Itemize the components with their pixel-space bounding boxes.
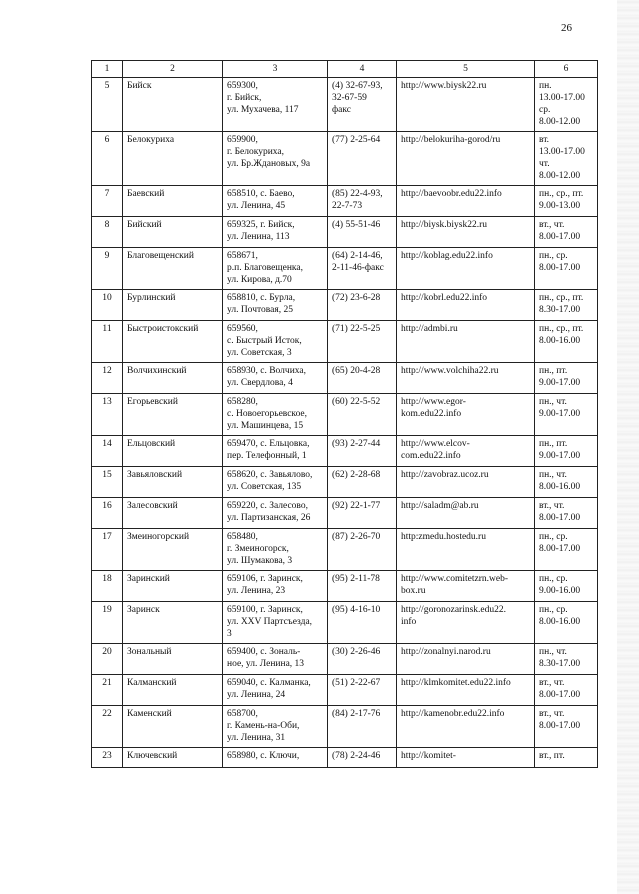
row-number: 10 xyxy=(92,290,123,321)
address-line: ул. Ленина, 24 xyxy=(227,690,286,700)
phone-line: (78) 2-24-46 xyxy=(332,751,381,761)
address-line: 658930, с. Волчиха, xyxy=(227,366,306,376)
website-line: http://biysk.biysk22.ru xyxy=(401,220,488,230)
table-header-row xyxy=(92,61,598,78)
address-cell xyxy=(223,132,328,186)
address-cell xyxy=(223,394,328,436)
hours-cell xyxy=(535,602,598,644)
row-number: 13 xyxy=(92,394,123,436)
hours-line: пн., ср. xyxy=(539,532,568,542)
phone-line: (95) 4-16-10 xyxy=(332,605,381,615)
phone-line: 32-67-59 xyxy=(332,93,367,103)
hours-cell xyxy=(535,363,598,394)
website-cell xyxy=(397,644,535,675)
address-cell xyxy=(223,467,328,498)
row-number: 7 xyxy=(92,186,123,217)
hours-line: пн. xyxy=(539,81,552,91)
address-line: 659220, с. Залесово, xyxy=(227,501,308,511)
address-line: ное, ул. Ленина, 13 xyxy=(227,659,305,669)
hours-cell xyxy=(535,132,598,186)
phone-line: 2-11-46-факс xyxy=(332,263,384,273)
address-line: ул. Ленина, 23 xyxy=(227,586,286,596)
table-row xyxy=(92,675,598,706)
address-line: 659900, xyxy=(227,135,258,145)
row-number: 11 xyxy=(92,321,123,363)
address-line: с. Быстрый Исток, xyxy=(227,336,302,346)
hours-line: пн., чт. xyxy=(539,647,567,657)
phone-cell xyxy=(328,748,397,768)
phone-line: (71) 22-5-25 xyxy=(332,324,381,334)
table-row xyxy=(92,363,598,394)
address-line: пер. Телефонный, 1 xyxy=(227,451,307,461)
address-line: 658700, xyxy=(227,709,258,719)
website-cell xyxy=(397,675,535,706)
district-name: Бийск xyxy=(123,78,223,132)
phone-line: (95) 2-11-78 xyxy=(332,574,380,584)
hours-line: 13.00-17.00 xyxy=(539,147,585,157)
address-line: ул. Советская, 3 xyxy=(227,348,292,358)
address-cell xyxy=(223,529,328,571)
table-row xyxy=(92,644,598,675)
hours-line: 8.00-12.00 xyxy=(539,171,581,181)
phone-line: (64) 2-14-46, xyxy=(332,251,383,261)
district-name: Залесовский xyxy=(123,498,223,529)
table-row xyxy=(92,602,598,644)
hours-cell xyxy=(535,748,598,768)
table-row xyxy=(92,748,598,768)
website-line: http://kamenobr.edu22.info xyxy=(401,709,505,719)
address-cell xyxy=(223,248,328,290)
address-line: г. Белокуриха, xyxy=(227,147,285,157)
row-number: 19 xyxy=(92,602,123,644)
address-line: 658480, xyxy=(227,532,258,542)
website-cell xyxy=(397,217,535,248)
row-number: 16 xyxy=(92,498,123,529)
address-line: г. Камень-на-Оби, xyxy=(227,721,300,731)
phone-cell xyxy=(328,132,397,186)
row-number: 12 xyxy=(92,363,123,394)
website-line: info xyxy=(401,617,417,627)
address-line: 659400, с. Зональ- xyxy=(227,647,301,657)
website-line: http://kobrl.edu22.info xyxy=(401,293,488,303)
website-cell xyxy=(397,706,535,748)
address-cell xyxy=(223,290,328,321)
hours-cell xyxy=(535,498,598,529)
hours-line: пн., пт. xyxy=(539,366,568,376)
table-row xyxy=(92,248,598,290)
address-line: ул. Шумакова, 3 xyxy=(227,556,293,566)
address-cell xyxy=(223,675,328,706)
district-name: Белокуриха xyxy=(123,132,223,186)
address-cell xyxy=(223,321,328,363)
row-number: 8 xyxy=(92,217,123,248)
website-line: http://zonalnyi.narod.ru xyxy=(401,647,491,657)
row-number: 23 xyxy=(92,748,123,768)
website-line: http://goronozarinsk.edu22. xyxy=(401,605,507,615)
phone-line: (30) 2-26-46 xyxy=(332,647,381,657)
district-name: Каменский xyxy=(123,706,223,748)
hours-line: 8.00-12.00 xyxy=(539,117,581,127)
website-cell xyxy=(397,248,535,290)
phone-line: (72) 23-6-28 xyxy=(332,293,381,303)
website-line: http://zavobraz.ucoz.ru xyxy=(401,470,489,480)
district-name: Заринск xyxy=(123,602,223,644)
website-line: box.ru xyxy=(401,586,426,596)
row-number: 15 xyxy=(92,467,123,498)
address-line: ул. Машинцева, 15 xyxy=(227,421,304,431)
address-cell xyxy=(223,571,328,602)
website-cell xyxy=(397,186,535,217)
hours-line: чт. xyxy=(539,159,550,169)
address-line: 658280, xyxy=(227,397,258,407)
hours-line: вт., чт. xyxy=(539,220,565,230)
hours-line: вт., чт. xyxy=(539,501,565,511)
hours-line: пн., ср., пт. xyxy=(539,293,584,303)
table-row xyxy=(92,571,598,602)
website-line: http://admbi.ru xyxy=(401,324,458,334)
district-name: Бийский xyxy=(123,217,223,248)
address-line: ул. Мухачева, 117 xyxy=(227,105,299,115)
hours-line: 13.00-17.00 xyxy=(539,93,585,103)
address-line: ул. Советская, 135 xyxy=(227,482,302,492)
phone-cell xyxy=(328,529,397,571)
hours-cell xyxy=(535,675,598,706)
website-cell xyxy=(397,436,535,467)
hours-cell xyxy=(535,394,598,436)
website-cell xyxy=(397,571,535,602)
website-cell xyxy=(397,394,535,436)
hours-line: пн., ср. xyxy=(539,574,568,584)
phone-line: (84) 2-17-76 xyxy=(332,709,381,719)
address-line: ул. Почтовая, 25 xyxy=(227,305,293,315)
phone-cell xyxy=(328,498,397,529)
hours-line: 9.00-17.00 xyxy=(539,451,581,461)
address-line: 658620, с. Завьялово, xyxy=(227,470,313,480)
address-line: с. Новоегорьевское, xyxy=(227,409,308,419)
hours-cell xyxy=(535,186,598,217)
phone-line: (51) 2-22-67 xyxy=(332,678,381,688)
address-line: 658980, с. Ключи, xyxy=(227,751,300,761)
website-line: http://www.comitetzrn.web- xyxy=(401,574,509,584)
phone-line: (87) 2-26-70 xyxy=(332,532,381,542)
website-cell xyxy=(397,132,535,186)
address-line: 659470, с. Ельцовка, xyxy=(227,439,310,449)
website-line: http:zmedu.hostedu.ru xyxy=(401,532,486,542)
hours-line: 8.00-16.00 xyxy=(539,336,581,346)
row-number: 6 xyxy=(92,132,123,186)
address-line: 658810, с. Бурла, xyxy=(227,293,296,303)
phone-line: (4) 32-67-93, xyxy=(332,81,383,91)
hours-cell xyxy=(535,436,598,467)
phone-line: 22-7-73 xyxy=(332,201,363,211)
district-name: Змеиногорский xyxy=(123,529,223,571)
website-cell xyxy=(397,498,535,529)
hours-line: пн., чт. xyxy=(539,470,567,480)
address-line: ул. Ленина, 31 xyxy=(227,733,286,743)
phone-cell xyxy=(328,602,397,644)
table-row xyxy=(92,394,598,436)
website-cell xyxy=(397,467,535,498)
phone-cell xyxy=(328,436,397,467)
district-name: Быстроистокский xyxy=(123,321,223,363)
row-number: 17 xyxy=(92,529,123,571)
row-number: 14 xyxy=(92,436,123,467)
website-cell xyxy=(397,290,535,321)
header-cell: 5 xyxy=(397,61,535,78)
row-number: 9 xyxy=(92,248,123,290)
address-line: ул. Свердлова, 4 xyxy=(227,378,293,388)
address-cell xyxy=(223,644,328,675)
website-line: http://www.elcov- xyxy=(401,439,470,449)
phone-cell xyxy=(328,78,397,132)
district-name: Зональный xyxy=(123,644,223,675)
website-line: http://www.egor- xyxy=(401,397,466,407)
district-name: Баевский xyxy=(123,186,223,217)
phone-cell xyxy=(328,217,397,248)
phone-cell xyxy=(328,644,397,675)
website-line: http://koblag.edu22.info xyxy=(401,251,493,261)
hours-cell xyxy=(535,529,598,571)
table-row xyxy=(92,467,598,498)
website-line: com.edu22.info xyxy=(401,451,461,461)
table-row xyxy=(92,132,598,186)
district-name: Заринский xyxy=(123,571,223,602)
address-cell xyxy=(223,602,328,644)
address-cell xyxy=(223,436,328,467)
contacts-table xyxy=(91,60,598,768)
phone-cell xyxy=(328,571,397,602)
address-cell xyxy=(223,363,328,394)
address-line: 659100, г. Заринск, xyxy=(227,605,303,615)
header-cell: 2 xyxy=(123,61,223,78)
district-name: Бурлинский xyxy=(123,290,223,321)
hours-line: ср. xyxy=(539,105,551,115)
row-number: 22 xyxy=(92,706,123,748)
district-name: Калманский xyxy=(123,675,223,706)
phone-cell xyxy=(328,248,397,290)
address-line: 659300, xyxy=(227,81,258,91)
phone-cell xyxy=(328,363,397,394)
phone-cell xyxy=(328,186,397,217)
page-number: 26 xyxy=(561,22,572,34)
website-line: http://komitet- xyxy=(401,751,456,761)
hours-line: 8.00-17.00 xyxy=(539,263,581,273)
table-row xyxy=(92,290,598,321)
row-number: 18 xyxy=(92,571,123,602)
phone-cell xyxy=(328,706,397,748)
hours-cell xyxy=(535,217,598,248)
hours-line: пн., чт. xyxy=(539,397,567,407)
phone-line: (4) 55-51-46 xyxy=(332,220,381,230)
website-line: http://saladm@ab.ru xyxy=(401,501,479,511)
table-row xyxy=(92,78,598,132)
phone-line: (93) 2-27-44 xyxy=(332,439,381,449)
hours-line: пн., ср., пт. xyxy=(539,189,584,199)
address-cell xyxy=(223,78,328,132)
address-line: ул. Кирова, д.70 xyxy=(227,275,292,285)
address-cell xyxy=(223,186,328,217)
table-row xyxy=(92,217,598,248)
phone-cell xyxy=(328,675,397,706)
website-line: http://baevoobr.edu22.info xyxy=(401,189,502,199)
website-cell xyxy=(397,529,535,571)
hours-line: вт., пт. xyxy=(539,751,565,761)
website-cell xyxy=(397,321,535,363)
hours-cell xyxy=(535,644,598,675)
address-line: 659106, г. Заринск, xyxy=(227,574,303,584)
phone-cell xyxy=(328,321,397,363)
hours-cell xyxy=(535,571,598,602)
district-name: Ельцовский xyxy=(123,436,223,467)
table-row xyxy=(92,436,598,467)
district-name: Егорьевский xyxy=(123,394,223,436)
hours-cell xyxy=(535,78,598,132)
district-name: Благовещенский xyxy=(123,248,223,290)
hours-cell xyxy=(535,467,598,498)
hours-line: вт., чт. xyxy=(539,678,565,688)
address-cell xyxy=(223,498,328,529)
hours-line: пн., ср., пт. xyxy=(539,324,584,334)
address-line: ул. Ленина, 45 xyxy=(227,201,286,211)
header-cell: 6 xyxy=(535,61,598,78)
website-cell xyxy=(397,602,535,644)
address-line: г. Змеиногорск, xyxy=(227,544,289,554)
phone-line: (85) 22-4-93, xyxy=(332,189,383,199)
phone-cell xyxy=(328,467,397,498)
website-cell xyxy=(397,748,535,768)
hours-line: пн., пт. xyxy=(539,439,568,449)
address-line: 658671, xyxy=(227,251,258,261)
hours-line: вт., чт. xyxy=(539,709,565,719)
hours-line: 9.00-13.00 xyxy=(539,201,581,211)
address-line: 3 xyxy=(227,629,232,639)
hours-cell xyxy=(535,706,598,748)
row-number: 21 xyxy=(92,675,123,706)
table-row xyxy=(92,498,598,529)
address-line: ул. Ленина, 113 xyxy=(227,232,290,242)
address-line: ул. XXV Партсъезда, xyxy=(227,617,313,627)
address-line: 659040, с. Калманка, xyxy=(227,678,311,688)
address-cell xyxy=(223,706,328,748)
phone-line: (92) 22-1-77 xyxy=(332,501,381,511)
district-name: Завьяловский xyxy=(123,467,223,498)
scan-edge-artifact xyxy=(617,0,639,894)
header-cell: 3 xyxy=(223,61,328,78)
hours-cell xyxy=(535,321,598,363)
hours-line: пн., ср. xyxy=(539,605,568,615)
row-number: 20 xyxy=(92,644,123,675)
address-line: 658510, с. Баево, xyxy=(227,189,295,199)
table-row xyxy=(92,529,598,571)
hours-cell xyxy=(535,248,598,290)
hours-line: вт. xyxy=(539,135,550,145)
phone-cell xyxy=(328,290,397,321)
hours-line: 8.00-17.00 xyxy=(539,232,581,242)
header-cell: 4 xyxy=(328,61,397,78)
hours-cell xyxy=(535,290,598,321)
hours-line: 9.00-17.00 xyxy=(539,378,581,388)
phone-line: (62) 2-28-68 xyxy=(332,470,381,480)
address-line: ул. Бр.Ждановых, 9а xyxy=(227,159,311,169)
website-line: http://www.biysk22.ru xyxy=(401,81,487,91)
hours-line: 8.30-17.00 xyxy=(539,659,581,669)
hours-line: 8.00-16.00 xyxy=(539,482,581,492)
hours-line: 9.00-16.00 xyxy=(539,586,581,596)
website-line: http://belokuriha-gorod/ru xyxy=(401,135,501,145)
table-row xyxy=(92,321,598,363)
hours-line: 8.00-17.00 xyxy=(539,721,581,731)
table-row xyxy=(92,706,598,748)
phone-line: факс xyxy=(332,105,351,115)
address-cell xyxy=(223,748,328,768)
address-line: ул. Партизанская, 26 xyxy=(227,513,311,523)
phone-line: (77) 2-25-64 xyxy=(332,135,381,145)
hours-line: 8.00-16.00 xyxy=(539,617,581,627)
hours-line: 8.00-17.00 xyxy=(539,690,581,700)
website-cell xyxy=(397,363,535,394)
address-line: 659560, xyxy=(227,324,258,334)
hours-line: 9.00-17.00 xyxy=(539,409,581,419)
phone-cell xyxy=(328,394,397,436)
website-line: http://klmkomitet.edu22.info xyxy=(401,678,511,688)
table-row xyxy=(92,186,598,217)
header-cell: 1 xyxy=(92,61,123,78)
phone-line: (65) 20-4-28 xyxy=(332,366,381,376)
hours-line: 8.00-17.00 xyxy=(539,544,581,554)
address-line: р.п. Благовещенка, xyxy=(227,263,303,273)
district-name: Ключевский xyxy=(123,748,223,768)
row-number: 5 xyxy=(92,78,123,132)
website-cell xyxy=(397,78,535,132)
website-line: kom.edu22.info xyxy=(401,409,462,419)
district-name: Волчихинский xyxy=(123,363,223,394)
address-cell xyxy=(223,217,328,248)
phone-line: (60) 22-5-52 xyxy=(332,397,381,407)
address-line: г. Бийск, xyxy=(227,93,262,103)
website-line: http://www.volchiha22.ru xyxy=(401,366,499,376)
address-line: 659325, г. Бийск, xyxy=(227,220,295,230)
hours-line: 8.30-17.00 xyxy=(539,305,581,315)
hours-line: пн., ср. xyxy=(539,251,568,261)
hours-line: 8.00-17.00 xyxy=(539,513,581,523)
